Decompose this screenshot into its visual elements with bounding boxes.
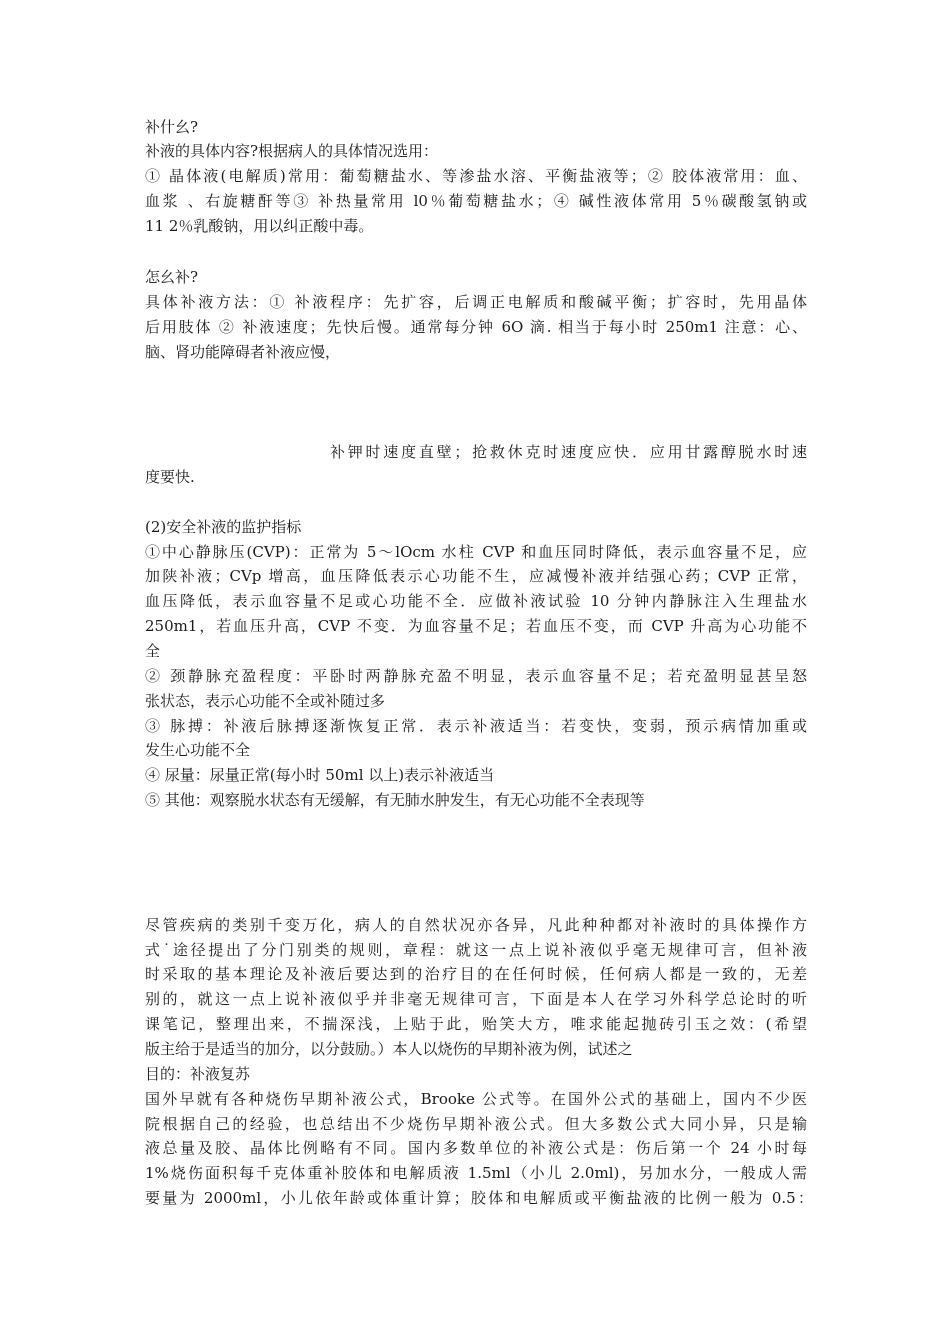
text-line: 式˙途径提出了分门别类的规则，章程：就这一点上说补液似乎毫无规律可言，但补液 [145, 941, 807, 959]
text-line: 度要快. [145, 468, 195, 486]
text-line: ③ 脉搏：补液后脉搏逐渐恢复正常．表示补液适当：若变快，变弱，预示病情加重或 [145, 717, 807, 735]
text-line: 血压降低，表示血容量不足或心功能不全．应做补液试验 10 分钟内静脉注入生理盐水 [145, 592, 807, 610]
text-line: 250m1，若血压升高，CVP 不变．为血容量不足；若血压不变，而 CVP 升高为心功能不 [145, 617, 807, 635]
text-line: 怎幺补? [145, 268, 199, 286]
text-line: ② 颈静脉充盈程度：平卧时两静脉充盈不明显，表示血容量不足；若充盈明显甚呈怒 [145, 667, 807, 685]
text-line: 1%烧伤面积每千克体重补胶体和电解质液 1.5ml（小儿 2.0ml)，另加水分，一般成人需 [145, 1164, 807, 1182]
text-line: 课笔记，整理出来，不揣深浅，上贴于此，贻笑大方，唯求能起抛砖引玉之效：(希望 [145, 1015, 807, 1033]
text-line: 时采取的基本理论及补液后要达到的治疗目的在任何时候，任何病人都是一致的，无差 [145, 965, 807, 983]
text-line: 脑、肾功能障碍者补液应慢， [145, 343, 341, 361]
text-line: 全 [145, 642, 161, 660]
text-line: 目的：补液复苏 [145, 1065, 251, 1083]
text-line: 尽管疾病的类别千变万化，病人的自然状况亦各异，凡此种种都对补液时的具体操作方 [145, 916, 807, 934]
text-line: 版主给于是适当的加分，以分鼓励。）本人以烧伤的早期补液为例，试述之 [145, 1040, 633, 1058]
text-line: 补钾时速度直壁；抢救休克时速度应快．应用甘露醇脱水时速 [330, 443, 807, 461]
text-line: ⑤ 其他：观察脱水状态有无缓解，有无肺水肿发生，有无心功能不全表现等 [145, 791, 645, 809]
text-line: 后用肢体 ② 补液速度；先快后慢。通常每分钟 6O 滴. 相当于每小时 250m1 注意：心、 [145, 318, 807, 336]
text-line: 国外早就有各种烧伤早期补液公式，Brooke 公式等。在国外公式的基础上，国内不少医 [145, 1090, 807, 1108]
section-heading: (2)安全补液的监护指标 [145, 518, 302, 536]
text-line: 具体补液方法：① 补液程序：先扩容，后调正电解质和酸碱平衡；扩容时，先用晶体 [145, 293, 807, 311]
text-line: 补什幺? [145, 118, 199, 136]
text-line: 别的，就这一点上说补液似乎并非毫无规律可言，下面是本人在学习外科学总论时的听 [145, 990, 807, 1008]
text-line: 发生心功能不全 [145, 741, 251, 759]
text-line: 11 2％乳酸钠，用以纠正酸中毒。 [145, 217, 374, 235]
text-line: ④ 尿量：尿量正常(每小时 50ml 以上)表示补液适当 [145, 766, 495, 784]
text-line: 张状态，表示心功能不全或补随过多 [145, 692, 386, 710]
text-line: 要量为 2000ml，小儿依年龄或体重计算；胶体和电解质或平衡盐液的比例一般为 0.5： [145, 1189, 813, 1207]
text-line: ①中心静脉压(CVP)：正常为 5～lOcm 水柱 CVP 和血压同时降低，表示血容量不足，应 [145, 543, 807, 561]
text-line: 补液的具体内容?根据病人的具体情况选用： [145, 142, 439, 160]
text-line: 血浆 、右旋糖酐等③ 补热量常用 l0％葡萄糖盐水；④ 碱性液体常用 5％碳酸氢钠或 [145, 192, 807, 210]
text-line: 院根据自己的经验，也总结出不少烧伤早期补液公式。但大多数公式大同小异，只是输 [145, 1115, 807, 1133]
text-line: 加陕补液；CVp 增高，血压降低表示心功能不生，应减慢补液并结强心药；CVP 正常， [145, 567, 807, 585]
text-line: 液总量及胶、晶体比例略有不同。国内多数单位的补液公式是：伤后第一个 24 小时每 [145, 1139, 807, 1157]
text-line: ① 晶体液(电解质)常用：葡萄糖盐水、等渗盐水溶、平衡盐液等；② 胶体液常用：血、 [145, 167, 807, 185]
